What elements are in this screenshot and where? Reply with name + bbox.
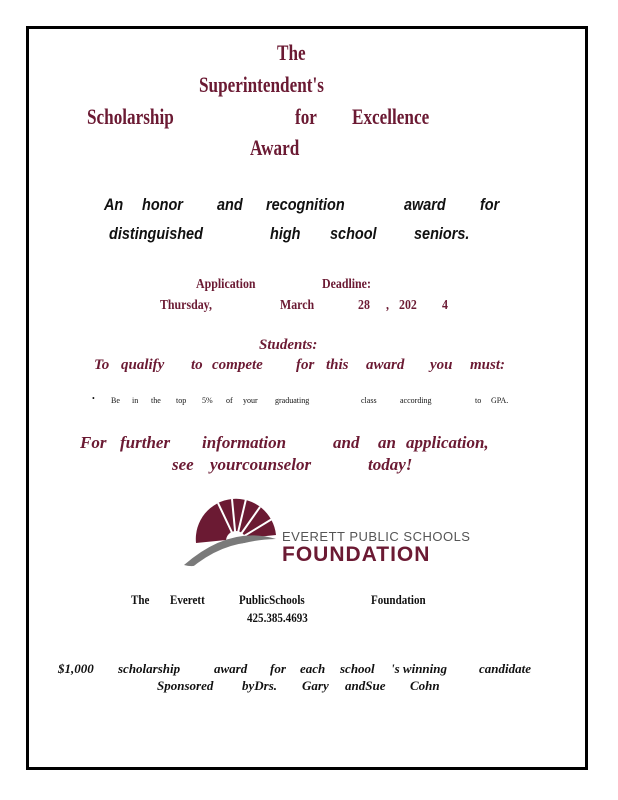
further-word: see <box>172 455 194 474</box>
logo-line-1: EVERETT PUBLIC SCHOOLS <box>282 529 471 544</box>
sponsor-word: andSue <box>345 678 386 693</box>
further-word: information <box>202 433 287 452</box>
deadline-label: Deadline: <box>322 277 371 292</box>
deadline-date: Thursday, <box>160 298 212 313</box>
contact-word: Everett <box>170 592 205 607</box>
sponsor-word: scholarship <box>118 661 181 676</box>
subtitle-word: for <box>480 195 500 214</box>
logo-line-2: FOUNDATION <box>282 543 431 566</box>
foundation-logo <box>180 495 471 575</box>
requirement-word: the <box>151 396 161 405</box>
deadline-date: 202 <box>399 298 417 313</box>
sponsor-word: Cohn <box>410 678 440 693</box>
contact-word: The <box>131 592 150 607</box>
further-word: yourcounselor <box>210 455 312 474</box>
subtitle-word: and <box>217 195 243 214</box>
title-word-excellence: Excellence <box>352 104 430 129</box>
sponsor-word: 's winning <box>391 661 448 676</box>
further-word: For <box>80 433 107 452</box>
deadline-date: 4 <box>442 298 448 313</box>
requirement-word: top <box>176 396 187 405</box>
students-word: qualify <box>121 357 165 373</box>
students-heading: Students: <box>259 337 318 353</box>
sunburst-icon <box>180 495 280 575</box>
deadline-date: 28 <box>358 298 370 313</box>
subtitle-word: distinguished <box>109 224 203 243</box>
further-word: an <box>378 433 396 452</box>
sponsor-word: candidate <box>479 661 531 676</box>
contact-word: Foundation <box>371 592 426 607</box>
subtitle-word: school <box>330 224 377 243</box>
contact-word: PublicSchools <box>239 592 305 607</box>
subtitle-word: award <box>404 195 446 214</box>
students-word: this <box>326 357 349 373</box>
sponsor-word: award <box>214 661 248 676</box>
students-word: must: <box>470 357 506 373</box>
deadline-date: March <box>280 298 315 313</box>
title-word-scholarship: Scholarship <box>87 104 174 129</box>
sponsor-word: school <box>340 661 375 676</box>
title-line-2: Superintendent's <box>199 72 324 97</box>
title-line-1: The <box>277 40 306 65</box>
subtitle-word: An <box>104 195 124 214</box>
sponsor-word: each <box>300 661 326 676</box>
requirement-word: class <box>361 396 377 405</box>
requirement-word: Be <box>111 396 120 405</box>
requirement-word: in <box>132 396 139 405</box>
sponsor-word: Sponsored <box>157 678 214 693</box>
bullet-icon: • <box>92 394 95 403</box>
further-word: and <box>333 433 360 452</box>
students-word: for <box>296 357 315 373</box>
sponsor-word: byDrs. <box>242 678 278 693</box>
deadline-label: Application <box>196 277 256 292</box>
requirement-word: GPA. <box>491 396 509 405</box>
sponsor-word: $1,000 <box>58 661 94 676</box>
subtitle-word: high <box>270 224 301 243</box>
title-word-for: for <box>295 104 317 129</box>
sponsor-word: Gary <box>302 678 329 693</box>
further-word: further <box>120 433 171 452</box>
requirement-word: of <box>226 396 233 405</box>
subtitle-word: seniors. <box>414 224 470 243</box>
requirement-word: your <box>243 396 258 405</box>
students-word: compete <box>212 357 263 373</box>
further-word: application, <box>406 433 489 452</box>
requirement-word: to <box>475 396 482 405</box>
students-word: to <box>191 357 203 373</box>
requirement-word: graduating <box>275 396 310 405</box>
students-word: award <box>366 357 405 373</box>
students-word: you <box>430 357 453 373</box>
further-word: today! <box>368 455 413 474</box>
subtitle-word: recognition <box>266 195 345 214</box>
subtitle-word: honor <box>142 195 183 214</box>
title-line-4: Award <box>250 135 300 160</box>
requirement-word: according <box>400 396 432 405</box>
requirement-word: 5% <box>202 396 213 405</box>
contact-phone: 425.385.4693 <box>247 610 308 625</box>
deadline-date: , <box>386 298 389 313</box>
students-word: To <box>94 357 110 373</box>
sponsor-word: for <box>270 661 286 676</box>
